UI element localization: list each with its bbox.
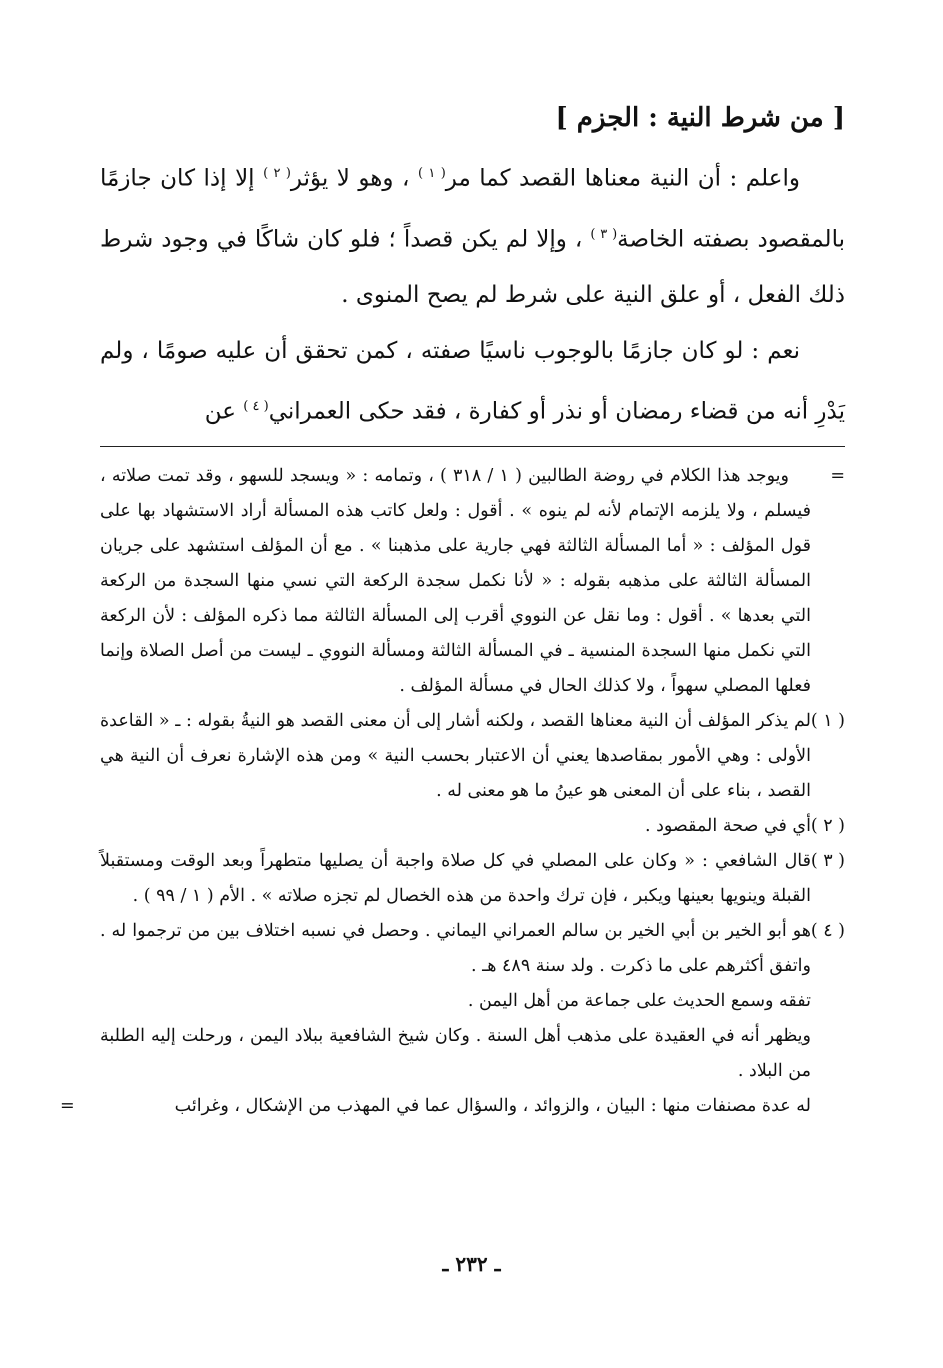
footnote-3-mark: ( ٣ ) xyxy=(810,850,845,871)
footnote-ref-3: ( ٣ ) xyxy=(590,226,618,242)
footnote-2-text: أي في صحة المقصود . xyxy=(644,815,811,836)
continuation-mark: = xyxy=(830,465,845,486)
main-text-segment: واعلم : أن النية معناها القصد كما مر xyxy=(445,165,800,192)
main-text xyxy=(100,146,845,440)
footnote-4 xyxy=(100,914,845,984)
footnote-1-mark: ( ١ ) xyxy=(810,710,845,731)
main-text-segment: نعم : لو كان جازمًا بالوجوب ناسيًا صفته ، كمن تحقق أن عليه صومًا ، ولم يَدْرِ أنه من قضاء رمضان أو نذر أو كفارة ، فقد حكى العمراني xyxy=(100,338,845,425)
footnote-1-text: لم يذكر المؤلف أن النية معناها القصد ، ولكنه أشار إلى أن معنى القصد هو النيةُ بقوله : ـ « القاعدة الأولى : وهي الأمور بمقاصدها يعني أن الاعتبار بحسب النية » ومن هذه الإشارة نعرف أن النية هي القصد ، بناء على أن المعنى هو عينُ ما هو معنى له . xyxy=(100,710,811,801)
main-text-segment: ، وإلا لم يكن قصداً ؛ فلو كان شاكًا في وجود شرط ذلك الفعل ، أو علق النية على شرط لم يصح المنوى . xyxy=(100,226,845,309)
footnote-ref-2: ( ٢ ) xyxy=(263,166,291,181)
footnote-4-paragraph: ويظهر أنه في العقيدة على مذهب أهل السنة . وكان شيخ الشافعية ببلاد اليمن ، ورحلت إليه الطلبة من البلاد . xyxy=(100,1025,811,1081)
footnote-2-mark: ( ٢ ) xyxy=(810,815,845,836)
main-text-segment: إلا إذا كان جازمًا بالمقصود بصفته الخاصة xyxy=(100,165,845,253)
main-paragraph-2 xyxy=(100,323,845,440)
main-paragraph-1 xyxy=(100,146,845,323)
footnote-4-paragraph: تفقه وسمع الحديث على جماعة من أهل اليمن . xyxy=(467,990,811,1011)
footnote-4-paragraph-continued xyxy=(60,1089,811,1124)
footnote-4-mark: ( ٤ ) xyxy=(810,920,845,941)
footnote-4-last-text: له عدة مصنفات منها : البيان ، والزوائد ، والسؤال عما في المهذب من الإشكال ، وغرائب xyxy=(174,1095,811,1116)
footnote-separator xyxy=(100,446,845,447)
footnote-2 xyxy=(100,809,845,844)
section-heading: [ من شرط النية : الجزم ] xyxy=(555,103,845,133)
footnote-ref-1: ( ١ ) xyxy=(417,166,446,181)
footnotes xyxy=(60,459,845,1124)
footnote-3 xyxy=(100,844,845,914)
main-text-segment: ، وهو لا يؤثر xyxy=(290,165,418,192)
main-text-segment: عن xyxy=(204,398,244,425)
footnote-continuation xyxy=(100,459,845,704)
footnote-1 xyxy=(100,704,845,809)
footnote-ref-4: ( ٤ ) xyxy=(243,399,269,415)
page-content xyxy=(60,96,845,1124)
footnote-3-text: قال الشافعي : « وكان على المصلي في كل صلاة واجبة أن يصليها متطهراً وبعد الوقت ومستقبلاً القبلة وينويها بعينها ويكبر ، فإن ترك واحدة من هذه الخصال لم تجزه صلاته » . الأم ( ١ / ٩٩ ) . xyxy=(100,850,811,906)
page-number: ـ ٢٣٢ ـ xyxy=(442,1252,501,1276)
footnote-4-text: هو أبو الخير بن أبي الخير بن سالم العمراني اليماني . وحصل في نسبه اختلاف بين من ترجموا له . واتفق أكثرهم على ما ذكرت . ولد سنة ٤٨٩ هـ . xyxy=(100,920,811,976)
footnote-continuation-text: ويوجد هذا الكلام في روضة الطالبين ( ١ / ٣١٨ ) ، وتمامه : « ويسجد للسهو ، وقد تمت صلاته ، فيسلم ، ولا يلزمه الإتمام لأنه لم ينوه » . أقول : ولعل كاتب هذه المسألة أراد الاستشهاد بها على قول المؤلف : « أما المسألة الثالثة فهي جارية على مذهبنا » . مع أن المؤلف استشهد على جريان المسألة الثالثة على مذهبه بقوله : « لأنا نكمل سجدة الركعة التي نسي منها السجدة من الركعة التي بعدها » . أقول : وما نقل عن النووي أقرب إلى المسألة الثالثة مما ذكره المؤلف : لأن الركعة التي نكمل منها السجدة المنسية ـ في المسألة الثالثة ومسألة النووي ـ ليست من أصل الصلاة وإنما فعلها المصلي سهواً ، ولا كذلك الحال في مسألة المؤلف . xyxy=(100,465,811,696)
continued-marker: = xyxy=(60,1095,75,1116)
